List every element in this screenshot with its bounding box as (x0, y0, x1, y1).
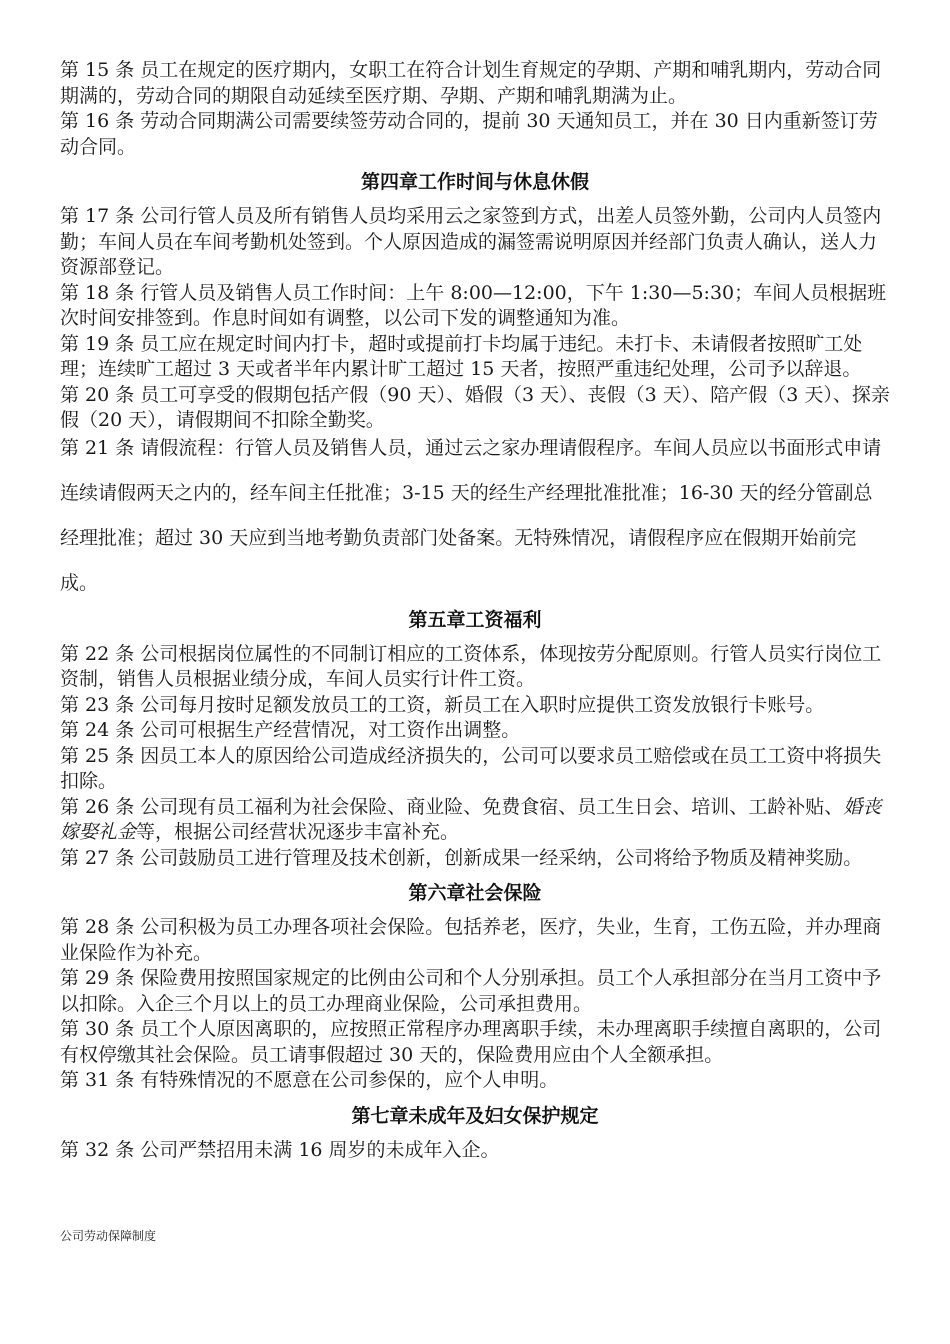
article-32: 第 32 条 公司严禁招用未满 16 周岁的未成年入企。 (60, 1138, 500, 1161)
chapter-7-heading: 第七章未成年及妇女保护规定 (351, 1104, 599, 1127)
article-20: 第 20 条 员工可享受的假期包括产假（90 天）、婚假（3 天）、丧假（3 天）、陪产假（3 天）、探亲假（20 天），请假期间不扣除全勤奖。 (60, 383, 890, 431)
article-29: 第 29 条 保险费用按照国家规定的比例由公司和个人分别承担。员工个人承担部分在当月工资中予以扣除。入企三个月以上的员工办理商业保险，公司承担费用。 (60, 967, 882, 1015)
article-22: 第 22 条 公司根据岗位属性的不同制订相应的工资体系，体现按劳分配原则。行管人员实行岗位工资制，销售人员根据业绩分成，车间人员实行计件工资。 (60, 642, 882, 690)
chapter-5-heading: 第五章工资福利 (408, 608, 542, 631)
document-body (60, 58, 890, 1163)
article-16: 第 16 条 劳动合同期满公司需要续签劳动合同的，提前 30 天通知员工，并在 30 日内重新签订劳动合同。 (60, 110, 878, 158)
article-26 (60, 795, 890, 846)
page-footer: 公司劳动保障制度 (60, 1229, 157, 1243)
article-15: 第 15 条 员工在规定的医疗期内，女职工在符合计划生育规定的孕期、产期和哺乳期内，劳动合同期满的，劳动合同的期限自动延续至医疗期、孕期、产期和哺乳期满为止。 (60, 59, 882, 107)
article-26-text-c: 等，根据公司经营状况逐步丰富补充。 (136, 821, 460, 843)
article-27: 第 27 条 公司鼓励员工进行管理及技术创新，创新成果一经采纳，公司将给予物质及精神奖励。 (60, 846, 863, 869)
article-26-italic: 婚丧嫁娶礼金 (60, 795, 882, 843)
article-26-text-a: 第 26 条 公司现有员工福利为社会保险、商业险、免费食宿、员工生日会、培训、工龄补贴、 (60, 795, 844, 818)
chapter-4-heading: 第四章工作时间与休息休假 (360, 171, 589, 193)
article-24: 第 24 条 公司可根据生产经营情况，对工资作出调整。 (60, 719, 521, 741)
article-28: 第 28 条 公司积极为员工办理各项社会保险。包括养老，医疗，失业，生育，工伤五险，并办理商业保险作为补充。 (60, 916, 882, 964)
article-25: 第 25 条 因员工本人的原因给公司造成经济损失的，公司可以要求员工赔偿或在员工工资中将损失扣除。 (60, 744, 882, 792)
article-17: 第 17 条 公司行管人员及所有销售人员均采用云之家签到方式，出差人员签外勤，公司内人员签内勤；车间人员在车间考勤机处签到。个人原因造成的漏签需说明原因并经部门负责人确认，送人力资源部登记。 (60, 205, 882, 278)
article-21: 第 21 条 请假流程：行管人员及销售人员，通过云之家办理请假程序。车间人员应以书面形式申请连续请假两天之内的，经车间主任批准；3-15 天的经生产经理批准批准；16-30 天的经分管副总经理批准；超过 30 天应到当地考勤负责部门处备案。无特殊情况，请假程序应在假期开始前完成。 (60, 436, 882, 594)
article-18: 第 18 条 行管人员及销售人员工作时间：上午 8:00—12:00，下午 1:30—5:30；车间人员根据班次时间安排签到。作息时间如有调整，以公司下发的调整通知为准。 (60, 281, 887, 329)
article-23: 第 23 条 公司每月按时足额发放员工的工资，新员工在入职时应提供工资发放银行卡账号。 (60, 693, 825, 716)
chapter-6-heading: 第六章社会保险 (408, 882, 542, 904)
article-19: 第 19 条 员工应在规定时间内打卡，超时或提前打卡均属于违纪。未打卡、未请假者按照旷工处理；连续旷工超过 3 天或者半年内累计旷工超过 15 天者，按照严重违纪处理，公司予以辞退。 (60, 332, 863, 380)
article-30: 第 30 条 员工个人原因离职的，应按照正常程序办理离职手续，未办理离职手续擅自离职的，公司有权停缴其社会保险。员工请事假超过 30 天的，保险费用应由个人全额承担。 (60, 1018, 882, 1066)
article-31: 第 31 条 有特殊情况的不愿意在公司参保的，应个人申明。 (60, 1069, 559, 1091)
